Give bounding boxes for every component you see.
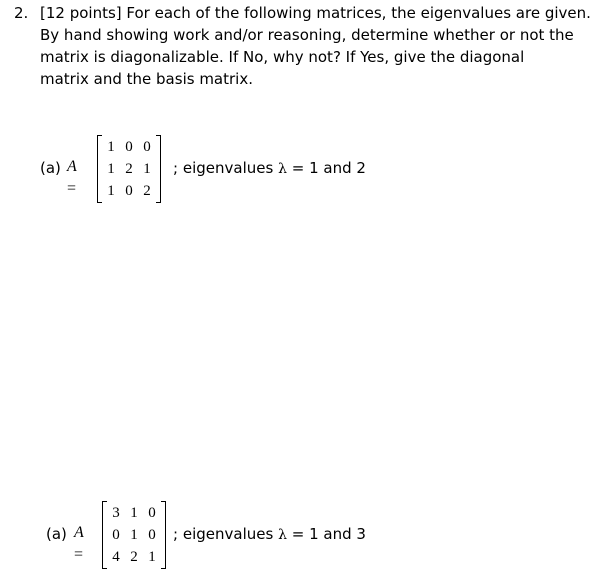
matrix-entries [107, 502, 161, 568]
matrix-entry: 2 [125, 161, 133, 177]
right-bracket [156, 135, 161, 203]
equals-sign: = [74, 546, 84, 563]
matrix-entry: 1 [130, 505, 138, 521]
matrix-entry: 0 [125, 183, 133, 199]
matrix [102, 499, 166, 571]
matrix-lhs [74, 522, 84, 566]
matrix-entry: 2 [130, 549, 138, 565]
matrix-entry: 1 [107, 161, 115, 177]
eigenvalues-text [173, 157, 366, 180]
right-bracket [161, 501, 166, 569]
matrix-entry: 1 [143, 161, 151, 177]
matrix-variable: A [74, 524, 84, 541]
semicolon: ; [173, 159, 179, 177]
question-text [40, 2, 598, 90]
eigenvalues-text [173, 523, 366, 546]
question-line: By hand showing work and/or reasoning, determine whether or not the [40, 26, 574, 44]
matrix-lhs [67, 156, 77, 200]
matrix-entry: 1 [107, 183, 115, 199]
matrix-entry: 0 [148, 527, 156, 543]
matrix-entry: 1 [107, 139, 115, 155]
equals-sign: = [67, 180, 77, 197]
eigenvalues-label: eigenvalues [182, 525, 274, 543]
matrix-entry: 2 [143, 183, 151, 199]
matrix-entry: 0 [143, 139, 151, 155]
question-line: [12 points] For each of the following matrices, the eigenvalues are given. [40, 4, 591, 22]
eigenvalues-values: = 1 and 2 [291, 159, 366, 177]
eigenvalues-values: = 1 and 3 [291, 525, 366, 543]
matrix-entry: 0 [148, 505, 156, 521]
question-number: 2. [14, 4, 29, 22]
lambda-symbol: λ [278, 161, 287, 177]
question-line: matrix and the basis matrix. [40, 70, 253, 88]
matrix [97, 133, 161, 205]
question-2 [14, 2, 598, 90]
matrix-entry: 3 [112, 505, 120, 521]
matrix-entry: 0 [125, 139, 133, 155]
part-label: (a) [46, 525, 67, 543]
matrix-entry: 1 [148, 549, 156, 565]
eigenvalues-label: eigenvalues [182, 159, 274, 177]
semicolon: ; [173, 525, 179, 543]
matrix-entries [102, 136, 156, 202]
matrix-entry: 0 [112, 527, 120, 543]
part-label: (a) [40, 159, 61, 177]
question-line: matrix is diagonalizable. If No, why not? If Yes, give the diagonal [40, 48, 525, 66]
matrix-variable: A [67, 158, 77, 175]
matrix-entry: 1 [130, 527, 138, 543]
lambda-symbol: λ [278, 527, 287, 543]
matrix-entry: 4 [112, 549, 120, 565]
